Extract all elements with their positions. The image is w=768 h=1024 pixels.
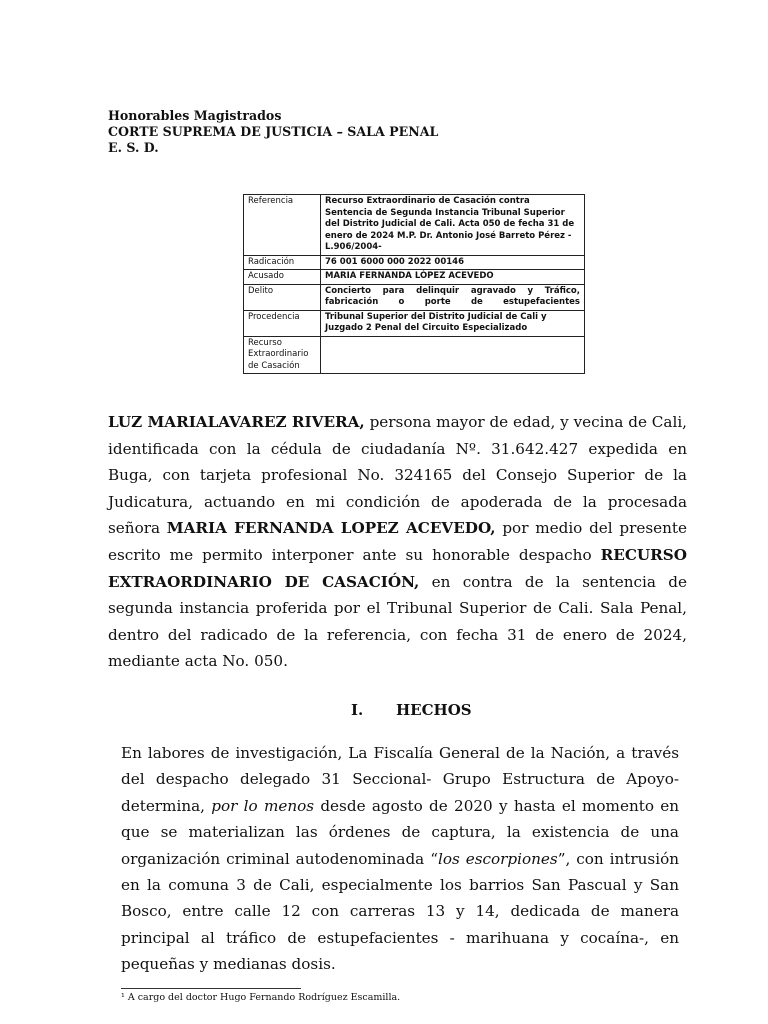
table-row (244, 336, 585, 374)
table-key: Recurso Extraordinario de Casación (244, 336, 321, 374)
facts-text-2: desde agosto de 2020 y hasta el momento en que se materializan las órdenes de captura, la existencia de una organización criminal autodenominada “ (121, 796, 680, 868)
appeal-type: RECURSO EXTRAORDINARIO DE CASACIÓN, (108, 545, 687, 591)
table-value: Tribunal Superior del Distrito Judicial de Cali y Juzgado 2 Penal del Circuito Especializado (321, 310, 585, 336)
table-row (244, 255, 585, 270)
attorney-name: LUZ MARIALAVAREZ RIVERA, (108, 413, 365, 431)
facts-emphasis-2: los escorpiones (437, 849, 558, 868)
section-number: I. (351, 701, 364, 719)
addressee-block (108, 108, 438, 156)
table-key: Radicación (244, 255, 321, 270)
section-title: HECHOS (396, 701, 472, 719)
addressee-line-2: CORTE SUPREMA DE JUSTICIA – SALA PENAL (108, 124, 439, 139)
table-key: Delito (244, 284, 321, 310)
facts-emphasis-1: por lo menos (211, 796, 315, 815)
table-row (244, 310, 585, 336)
table-value (321, 336, 585, 374)
table-row (244, 270, 585, 285)
facts-text-3: ”, con intrusión en la comuna 3 de Cali, especialmente los barrios San Pascual y San Bosco, entre calle 12 con carreras 13 y 14, dedicada de manera principal al tráfico de estupefacientes - marihuana y cocaína-, en pequeñas y medianas dosis. (121, 849, 679, 974)
table-row (244, 284, 585, 310)
footnote-divider (121, 988, 301, 989)
table-value: Concierto para delinquir agravado y Tráfico, fabricación o porte de estupefacientes (321, 284, 585, 310)
reference-table (243, 194, 585, 374)
facts-paragraph (121, 740, 679, 978)
table-value: Recurso Extraordinario de Casación contra Sentencia de Segunda Instancia Tribunal Superior del Distrito Judicial de Cali. Acta 050 de fecha 31 de enero de 2024 M.P. Dr. Antonio José Barreto Pérez - L.906/2004- (321, 195, 585, 256)
facts-text-1: En labores de investigación, La Fiscalía General de la Nación, a través del despacho delegado 31 Seccional- Grupo Estructura de Apoyo- determina, (121, 744, 679, 815)
footnote: ¹ A cargo del doctor Hugo Fernando Rodríguez Escamilla. (121, 992, 401, 1003)
intro-text-2: por medio del presente escrito me permito interponer ante su honorable despacho (108, 519, 688, 564)
table-value: MARIA FERNANDA LÓPEZ ACEVEDO (321, 270, 585, 285)
intro-text-1: persona mayor de edad, y vecina de Cali, identificada con la cédula de ciudadanía Nº. 31.642.427 expedida en Buga, con tarjeta profesional No. 324165 del Consejo Superior de la Judicatura, actuando en mi condición de apoderada de la procesada señora (108, 413, 687, 538)
table-key: Acusado (244, 270, 321, 285)
addressee-line-3: E. S. D. (108, 140, 159, 155)
table-value: 76 001 6000 000 2022 00146 (321, 255, 585, 270)
table-key: Procedencia (244, 310, 321, 336)
table-row (244, 195, 585, 256)
intro-paragraph (108, 409, 687, 675)
addressee-line-1: Honorables Magistrados (108, 108, 282, 123)
client-name: MARIA FERNANDA LOPEZ ACEVEDO, (166, 519, 496, 538)
intro-text-3: en contra de la sentencia de segunda instancia proferida por el Tribunal Superior de Cali. Sala Penal, dentro del radicado de la referencia, con fecha 31 de enero de 2024, mediante acta No. 050. (108, 572, 687, 671)
table-key: Referencia (244, 195, 321, 256)
